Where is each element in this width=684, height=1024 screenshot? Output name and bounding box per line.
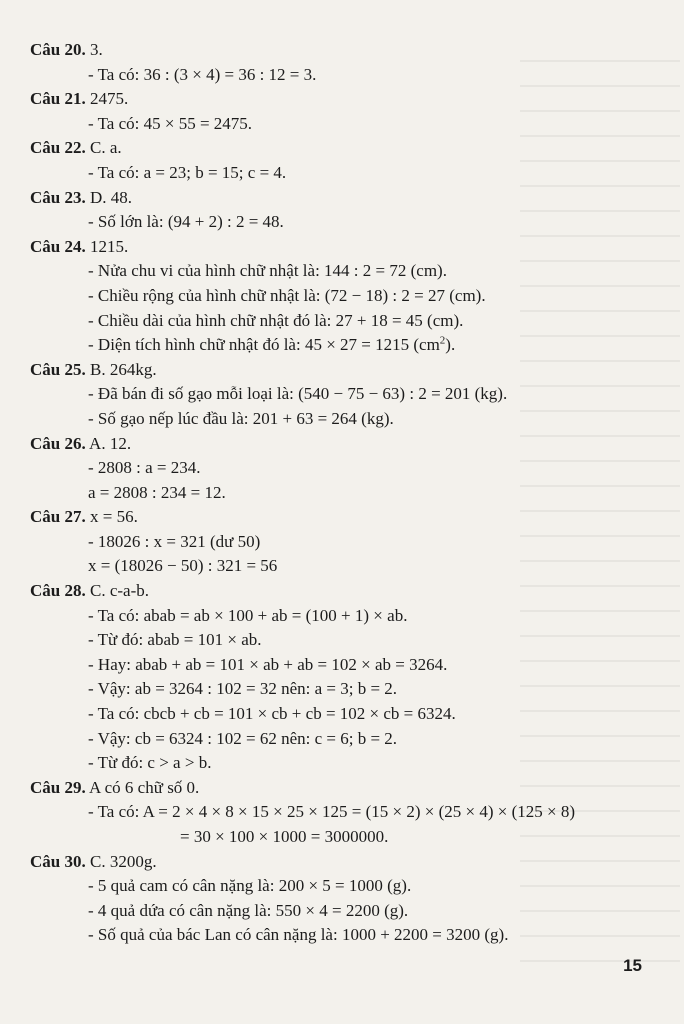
solution-line: - Từ đó: c > a > b. xyxy=(88,753,212,773)
question-21 xyxy=(30,87,650,136)
solution-line: - Số quả của bác Lan có cân nặng là: 1000 + 2200 = 3200 (g). xyxy=(88,925,509,945)
solution-line: - 5 quả cam có cân nặng là: 200 × 5 = 1000 (g). xyxy=(88,876,412,896)
solution-line: - Số lớn là: (94 + 2) : 2 = 48. xyxy=(88,212,284,232)
solution-line: - Chiều dài của hình chữ nhật đó là: 27 + 18 = 45 (cm). xyxy=(88,310,464,330)
question-answer: x = 56. xyxy=(85,507,138,527)
question-25 xyxy=(30,358,650,432)
solution-line: - Đã bán đi số gạo mỗi loại là: (540 − 75 − 63) : 2 = 201 (kg). xyxy=(88,384,508,404)
answer-page xyxy=(30,38,650,948)
question-22 xyxy=(30,136,650,185)
solution-line: - Vậy: ab = 3264 : 102 = 32 nên: a = 3; b = 2. xyxy=(88,679,398,699)
question-label: Câu 20. xyxy=(30,40,86,59)
superscript-exponent: 2 xyxy=(439,334,446,347)
solution-line: - Chiều rộng của hình chữ nhật là: (72 − 18) : 2 = 27 (cm). xyxy=(88,285,486,305)
solution-line: - Ta có: 36 : (3 × 4) = 36 : 12 = 3. xyxy=(88,64,317,84)
solution-line xyxy=(30,333,650,358)
question-label: Câu 26. xyxy=(30,433,86,453)
solution-line: - Ta có: A = 2 × 4 × 8 × 15 × 25 × 125 = (15 × 2) × (25 × 4) × (125 × 8) xyxy=(88,802,576,822)
question-30 xyxy=(30,850,650,948)
solution-line: = 30 × 100 × 1000 = 3000000. xyxy=(180,827,389,846)
solution-line: - Ta có: cbcb + cb = 101 × cb + cb = 102 × cb = 6324. xyxy=(88,704,456,724)
question-label: Câu 25. xyxy=(30,359,86,379)
question-26 xyxy=(30,432,650,506)
solution-line: - Ta có: a = 23; b = 15; c = 4. xyxy=(88,162,287,182)
solution-line: a = 2808 : 234 = 12. xyxy=(88,482,226,502)
question-answer: A có 6 chữ số 0. xyxy=(85,777,200,797)
solution-line: - Từ đó: abab = 101 × ab. xyxy=(88,630,262,650)
solution-line: x = (18026 − 50) : 321 = 56 xyxy=(88,556,278,576)
solution-line: - Nửa chu vi của hình chữ nhật là: 144 : 2 = 72 (cm). xyxy=(88,261,447,281)
question-answer: D. 48. xyxy=(85,187,133,207)
question-28 xyxy=(30,579,650,776)
solution-line: - 18026 : x = 321 (dư 50) xyxy=(88,531,261,551)
solution-text: ). xyxy=(445,335,456,355)
solution-line: - Ta có: 45 × 55 = 2475. xyxy=(88,113,253,133)
question-answer: C. 3200g. xyxy=(85,851,157,871)
question-label: Câu 22. xyxy=(30,138,86,158)
question-answer: B. 264kg. xyxy=(85,359,157,379)
solution-line: - Số gạo nếp lúc đầu là: 201 + 63 = 264 (kg). xyxy=(88,408,394,428)
question-label: Câu 24. xyxy=(30,236,86,256)
question-answer: C. c-a-b. xyxy=(85,581,149,601)
question-label: Câu 23. xyxy=(30,187,86,207)
question-answer: 3. xyxy=(85,40,103,59)
question-label: Câu 28. xyxy=(30,581,86,601)
question-answer: A. 12. xyxy=(85,433,132,453)
question-label: Câu 30. xyxy=(30,851,86,871)
question-24 xyxy=(30,235,650,358)
question-23 xyxy=(30,186,650,235)
question-27 xyxy=(30,505,650,579)
question-answer: C. a. xyxy=(85,138,122,158)
solution-text: - Diện tích hình chữ nhật đó là: 45 × 27 = 1215 (cm xyxy=(88,335,440,355)
page-number: 15 xyxy=(623,956,642,975)
solution-line: - 2808 : a = 234. xyxy=(88,458,201,478)
question-29 xyxy=(30,776,650,850)
question-answer: 1215. xyxy=(85,236,129,256)
question-label: Câu 29. xyxy=(30,777,86,797)
question-answer: 2475. xyxy=(85,89,129,109)
question-label: Câu 21. xyxy=(30,89,86,109)
solution-line: - Ta có: abab = ab × 100 + ab = (100 + 1) × ab. xyxy=(88,605,408,625)
question-20 xyxy=(30,38,650,87)
solution-line: - 4 quả dứa có cân nặng là: 550 × 4 = 2200 (g). xyxy=(88,900,409,920)
question-label: Câu 27. xyxy=(30,507,86,527)
solution-line: - Hay: abab + ab = 101 × ab + ab = 102 × ab = 3264. xyxy=(88,654,448,674)
solution-line: - Vậy: cb = 6324 : 102 = 62 nên: c = 6; b = 2. xyxy=(88,728,398,748)
